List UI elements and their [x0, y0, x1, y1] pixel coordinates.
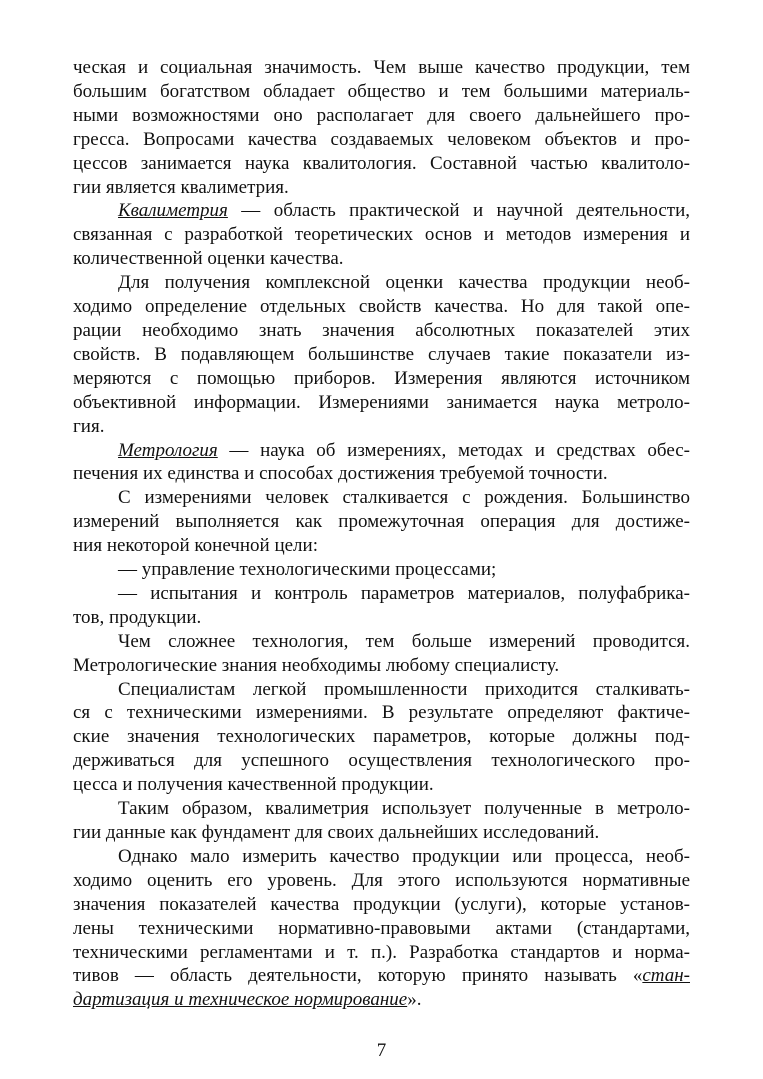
text-line [73, 773, 690, 797]
body-text [73, 56, 690, 1012]
text-line [73, 917, 690, 941]
text-line [73, 725, 690, 749]
text-line [73, 869, 690, 893]
text-line [73, 247, 690, 271]
line-text: — управление технологическими процессами; [118, 559, 497, 581]
line-text: рации необходимо знать значения абсолютных показателей этих [73, 319, 690, 341]
text-line [73, 319, 690, 343]
line-text: гия. [73, 415, 105, 437]
line-text: меряются с помощью приборов. Измерения являются источником [73, 367, 690, 389]
defined-term: стан- [642, 965, 690, 987]
line-text: — наука об измерениях, методах и средствах обес- [217, 439, 690, 461]
line-text: ходимо оценить его уровень. Для этого используются нормативные [73, 869, 690, 891]
text-line [73, 988, 690, 1012]
line-text: большим богатством обладает общество и тем большими материаль- [73, 80, 690, 102]
line-text: количественной оценки качества. [73, 248, 344, 270]
text-line [73, 199, 690, 223]
line-text: С измерениями человек сталкивается с рождения. Большинство [118, 487, 690, 509]
text-line [73, 56, 690, 80]
line-text: Для получения комплексной оценки качества продукции необ- [118, 272, 690, 294]
line-text: Таким образом, квалиметрия использует полученные в метроло- [118, 798, 690, 820]
text-line [73, 630, 690, 654]
defined-term: дартизация и техническое нормирование [73, 989, 408, 1011]
text-line [73, 223, 690, 247]
text-line [73, 749, 690, 773]
page-number: 7 [376, 1040, 387, 1061]
defined-term: Метрология [118, 439, 218, 461]
line-text: цесса и получения качественной продукции. [73, 774, 434, 796]
line-text: свойств. В подавляющем большинстве случаев такие показатели из- [73, 343, 690, 365]
line-text: Метрологические знания необходимы любому специалисту. [73, 654, 560, 676]
line-text: ходимо определение отдельных свойств качества. Но для такой опе- [73, 296, 690, 318]
line-text: гии является квалиметрия. [73, 176, 289, 198]
line-text: ские значения технологических параметров, которые должны под- [73, 726, 690, 748]
text-line [73, 821, 690, 845]
line-text: тивов — область деятельности, которую принято называть « [73, 965, 643, 987]
text-line [73, 152, 690, 176]
text-line [73, 343, 690, 367]
text-line [73, 558, 690, 582]
text-line [73, 606, 690, 630]
line-text: связанная с разработкой теоретических основ и методов измерения и [73, 224, 690, 246]
line-text: Чем сложнее технология, тем больше измерений проводится. [118, 630, 690, 652]
text-line [73, 510, 690, 534]
text-line [73, 486, 690, 510]
line-text: тов, продукции. [73, 606, 202, 628]
line-text: — испытания и контроль параметров материалов, полуфабрика- [118, 582, 690, 604]
line-text: печения их единства и способах достижения требуемой точности. [73, 463, 608, 485]
line-text: объективной информации. Измерениями занимается наука метроло- [73, 391, 690, 413]
line-text: ния некоторой конечной цели: [73, 535, 318, 557]
text-line [73, 271, 690, 295]
text-line [73, 415, 690, 439]
line-text: держиваться для успешного осуществления технологического про- [73, 750, 690, 772]
line-text: гии данные как фундамент для своих дальнейших исследований. [73, 822, 600, 843]
text-line [73, 701, 690, 725]
defined-term: Квалиметрия [118, 200, 228, 222]
text-line [73, 534, 690, 558]
line-text: Специалистам легкой промышленности приходится сталкивать- [118, 678, 690, 700]
text-line [73, 964, 690, 988]
text-line [73, 80, 690, 104]
line-text: Однако мало измерить качество продукции или процесса, необ- [118, 845, 690, 867]
text-line [73, 941, 690, 965]
line-text: техническими регламентами и т. п.). Разработка стандартов и норма- [73, 941, 690, 963]
line-text: значения показателей качества продукции (услуги), которые установ- [73, 893, 690, 915]
text-line [73, 104, 690, 128]
text-line [73, 128, 690, 152]
line-text: ». [407, 989, 422, 1011]
text-line [73, 893, 690, 917]
text-line [73, 176, 690, 200]
line-text: — область практической и научной деятельности, [227, 200, 690, 222]
line-text: гресса. Вопросами качества создаваемых человеком объектов и про- [73, 128, 690, 150]
text-line [73, 678, 690, 702]
text-line [73, 582, 690, 606]
text-line [73, 845, 690, 869]
line-text: лены техническими нормативно-правовыми актами (стандартами, [73, 917, 690, 939]
text-line [73, 391, 690, 415]
line-text: ся с техническими измерениями. В результате определяют фактиче- [73, 702, 690, 724]
text-line [73, 367, 690, 391]
line-text: ческая и социальная значимость. Чем выше качество продукции, тем [73, 57, 690, 78]
line-text: цессов занимается наука квалитология. Составной частью квалитоло- [73, 152, 690, 174]
text-line [73, 654, 690, 678]
text-line [73, 295, 690, 319]
text-line [73, 797, 690, 821]
text-line [73, 462, 690, 486]
line-text: измерений выполняется как промежуточная операция для достиже- [73, 511, 690, 533]
line-text: ными возможностями оно располагает для своего дальнейшего про- [73, 104, 690, 126]
text-line [73, 439, 690, 463]
